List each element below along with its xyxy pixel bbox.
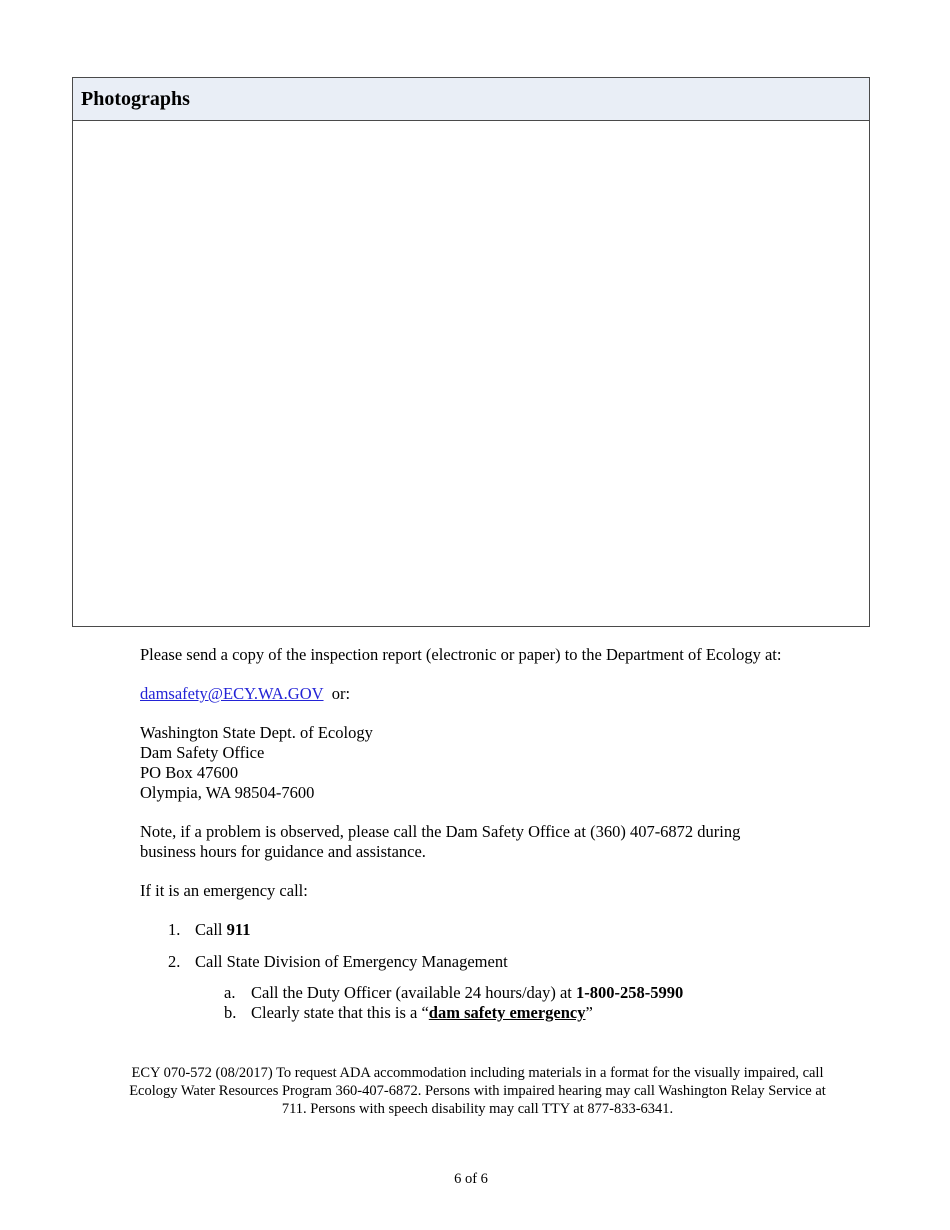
- send-copy-text: Please send a copy of the inspection report (electronic or paper) to the Department of Ecology at:: [140, 645, 782, 664]
- list-item: [168, 920, 840, 940]
- email-link[interactable]: damsafety@ECY.WA.GOV: [140, 684, 324, 703]
- page-number: 6 of 6: [454, 1171, 488, 1187]
- note-line: business hours for guidance and assistance.: [140, 842, 426, 861]
- emergency-intro: If it is an emergency call:: [140, 881, 308, 900]
- email-line: [140, 684, 840, 704]
- emergency-number: 911: [226, 920, 251, 939]
- step-number: 2.: [168, 952, 181, 971]
- substep-letter: b.: [224, 1003, 237, 1022]
- photographs-area: [73, 121, 869, 627]
- list-item: [224, 1003, 840, 1023]
- emergency-steps: [168, 920, 840, 972]
- photographs-title: Photographs: [81, 87, 190, 110]
- dam-safety-emergency-phrase: dam safety emergency: [428, 1003, 586, 1022]
- ada-accommodation-note: [95, 1064, 860, 1118]
- list-item: [168, 952, 840, 972]
- email-suffix: or:: [331, 684, 351, 703]
- list-item: [224, 983, 840, 1003]
- emergency-substeps: [224, 983, 840, 1023]
- address-line: Washington State Dept. of Ecology: [140, 723, 373, 742]
- ada-line: ECY 070-572 (08/2017) To request ADA accommodation including materials in a format for the visually impaired, call: [131, 1065, 824, 1081]
- address-line: Olympia, WA 98504-7600: [140, 783, 315, 802]
- problem-note: [140, 822, 840, 862]
- instructions-section: [140, 645, 840, 1023]
- step-text: Call State Division of Emergency Management: [195, 952, 508, 971]
- substep-text: Call the Duty Officer (available 24 hours/day) at 1-800-258-5990: [251, 983, 684, 1002]
- ada-line: Ecology Water Resources Program 360-407-6872. Persons with impaired hearing may call Washington Relay Service at: [129, 1083, 826, 1099]
- note-line: Note, if a problem is observed, please call the Dam Safety Office at (360) 407-6872 during: [140, 822, 741, 841]
- substep-text: Clearly state that this is a “dam safety emergency”: [251, 1003, 593, 1022]
- address-line: Dam Safety Office: [140, 743, 265, 762]
- ada-line: 711. Persons with speech disability may call TTY at 877-833-6341.: [281, 1101, 674, 1117]
- substep-letter: a.: [224, 983, 236, 1002]
- duty-officer-phone: 1-800-258-5990: [576, 983, 684, 1002]
- photographs-section: [72, 77, 870, 627]
- mailing-address: [140, 723, 840, 803]
- step-text: Call 911: [195, 920, 251, 939]
- photographs-header: [73, 78, 869, 121]
- step-number: 1.: [168, 920, 181, 939]
- address-line: PO Box 47600: [140, 763, 239, 782]
